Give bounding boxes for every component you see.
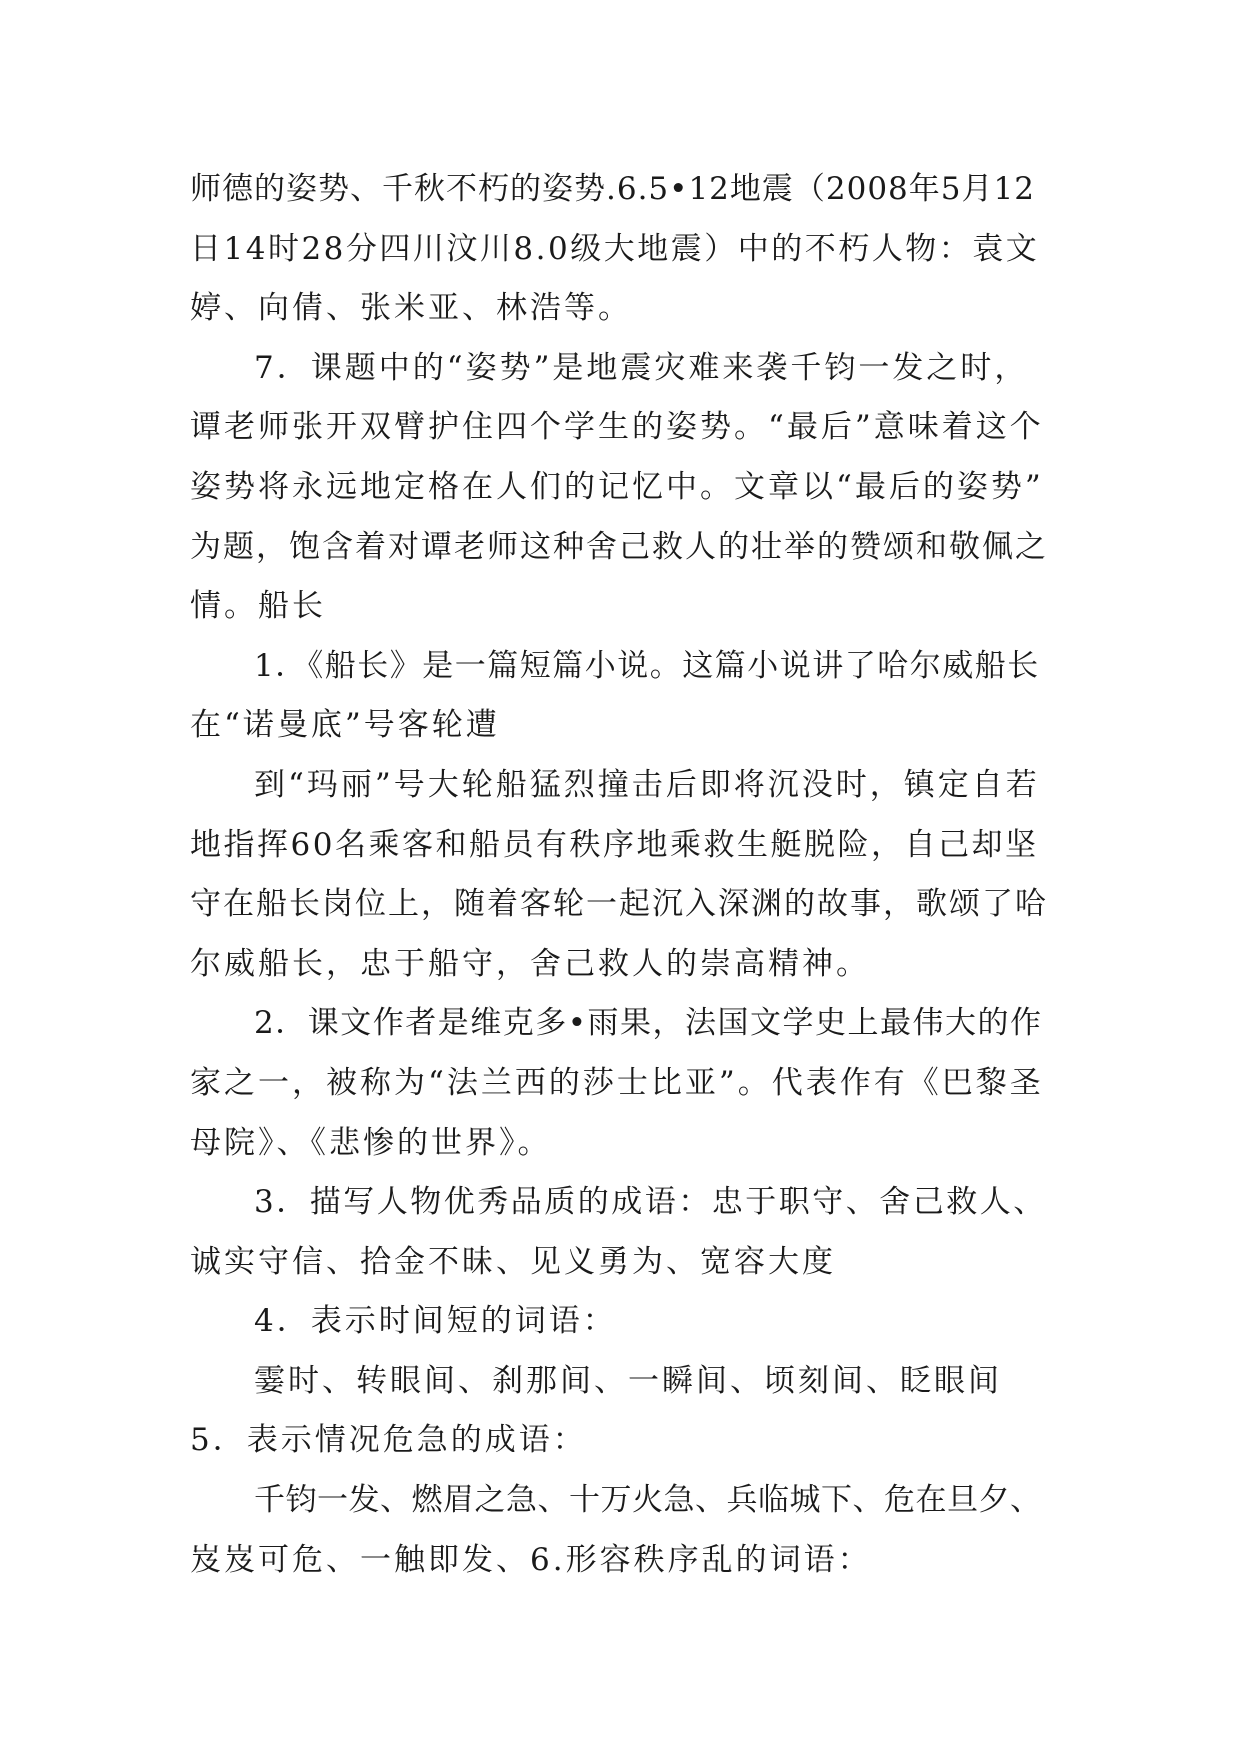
text-line: 诚实守信、拾金不昧、见义勇为、宽容大度	[190, 1243, 836, 1280]
text-line: 姿势将永远地定格在人们的记忆中。文章以“最后的姿势”	[190, 468, 1044, 505]
text-line: 7．课题中的“姿势”是地震灾难来袭千钧一发之时，	[254, 349, 1029, 386]
text-line: 3．描写人物优秀品质的成语：忠于职守、舍己救人、	[254, 1184, 1047, 1221]
text-line: 情。船长	[190, 588, 326, 625]
text-line: 母院》、《悲惨的世界》。	[190, 1124, 552, 1161]
text-line: 岌岌可危、一触即发、6.形容秩序乱的词语：	[190, 1541, 872, 1578]
body-text	[190, 160, 1050, 1590]
text-line: 到“玛丽”号大轮船猛烈撞击后即将沉没时，镇定自若	[254, 766, 1040, 803]
text-line: 为题，饱含着对谭老师这种舍己救人的壮举的赞颂和敬佩之	[190, 528, 1048, 565]
text-line: 守在船长岗位上，随着客轮一起沉入深渊的故事，歌颂了哈	[190, 886, 1048, 923]
text-line: 地指挥60名乘客和船员有秩序地乘救生艇脱险，自己却坚	[190, 826, 1039, 863]
text-line: 在“诺曼底”号客轮遭	[190, 707, 500, 744]
text-line: 霎时、转眼间、刹那间、一瞬间、顷刻间、眨眼间	[254, 1362, 1002, 1399]
text-line: 5．表示情况危急的成语：	[190, 1422, 587, 1459]
text-line: 1．《船长》是一篇短篇小说。这篇小说讲了哈尔威船长	[254, 647, 1040, 684]
text-line: 谭老师张开双臂护住四个学生的姿势。“最后”意味着这个	[190, 409, 1044, 446]
text-line: 师德的姿势、千秋不朽的姿势.6.5•12地震（2008年5月12	[190, 171, 1035, 207]
text-line: 尔威船长，忠于船守，舍己救人的崇高精神。	[190, 945, 870, 982]
text-line: 2．课文作者是维克多•雨果，法国文学史上最伟大的作	[254, 1005, 1043, 1042]
text-line: 4．表示时间短的词语：	[254, 1303, 617, 1340]
text-line: 家之一，被称为“法兰西的莎士比亚”。代表作有《巴黎圣	[190, 1064, 1044, 1101]
text-line: 千钧一发、燃眉之急、十万火急、兵临城下、危在旦夕、	[254, 1482, 1042, 1519]
text-line: 婷、向倩、张米亚、林浩等。	[190, 290, 632, 327]
text-line: 日14时28分四川汶川8.0级大地震）中的不朽人物：袁文	[190, 230, 1040, 267]
